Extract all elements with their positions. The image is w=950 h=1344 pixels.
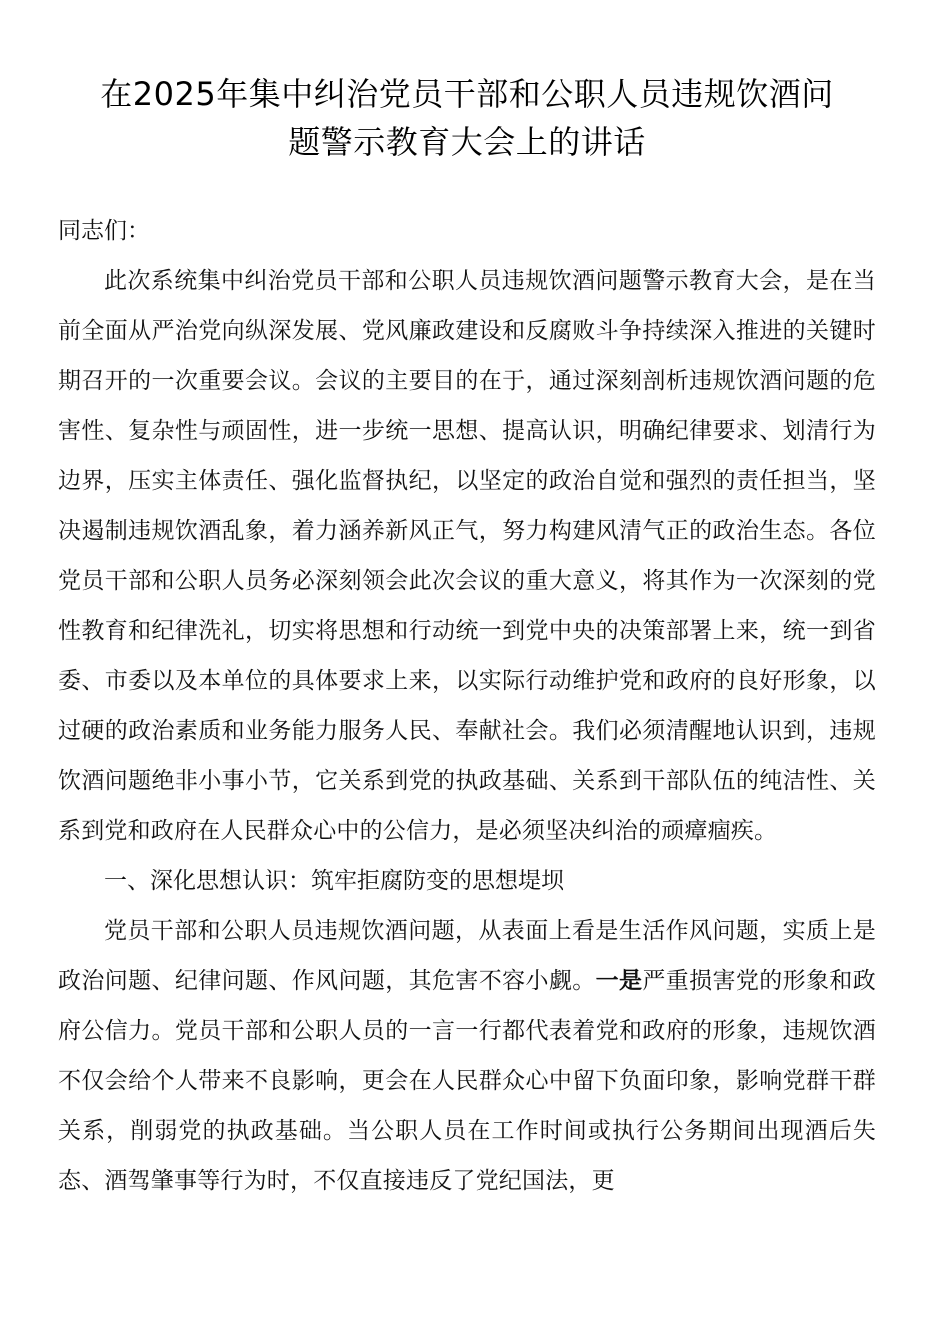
paragraph-intro: 此次系统集中纠治党员干部和公职人员违规饮酒问题警示教育大会，是在当前全面从严治党向纵深发展、党风廉政建设和反腐败斗争持续深入推进的关键时期召开的一次重要会议。会议的主要目的在于，通过深刻剖析违规饮酒问题的危害性、复杂性与顽固性，进一步统一思想、提高认识，明确纪律要求、划清行为边界，压实主体责任、强化监督执纪，以坚定的政治自觉和强烈的责任担当，坚决遏制违规饮酒乱象，着力涵养新风正气，努力构建风清气正的政治生态。各位党员干部和公职人员务必深刻领会此次会议的重大意义，将其作为一次深刻的党性教育和纪律洗礼，切实将思想和行动统一到党中央的决策部署上来，统一到省委、市委以及本单位的具体要求上来，以实际行动维护党和政府的良好形象，以过硬的政治素质和业务能力服务人民、奉献社会。我们必须清醒地认识到，违规饮酒问题绝非小事小节，它关系到党的执政基础、关系到干部队伍的纯洁性、关系到党和政府在人民群众心中的公信力，是必须坚决纠治的顽瘴痼疾。 bbox=[58, 268, 876, 844]
paragraph-2-rest: 严重损害党的形象和政府公信力。党员干部和公职人员的一言一行都代表着党和政府的形象，违规饮酒不仅会给个人带来不良影响，更会在人民群众心中留下负面印象，影响党群干群关系，削弱党的执政基础。当公职人员在工作时间或执行公务期间出现酒后失态、酒驾肇事等行为时，不仅直接违反了党纪国法，更 bbox=[58, 968, 877, 1194]
title-line-1: 在2025年集中纠治党员干部和公职人员违规饮酒问 bbox=[100, 75, 834, 113]
title-line-2: 题警示教育大会上的讲话 bbox=[288, 123, 646, 161]
page-title bbox=[58, 70, 876, 166]
paragraph-2-bold-marker: 一是 bbox=[595, 968, 643, 994]
salutation: 同志们： bbox=[58, 218, 150, 244]
paragraph-2-start: 党员干部和公职人员违规饮酒问题，从表面上看是生活作风问题，实质上是政治问题、纪律问题、作风问题，其危害不容小觑。 bbox=[58, 918, 876, 994]
paragraph-section-1 bbox=[58, 906, 876, 1206]
section-heading-1: 一、深化思想认识：筑牢拒腐防变的思想堤坝 bbox=[104, 868, 564, 894]
